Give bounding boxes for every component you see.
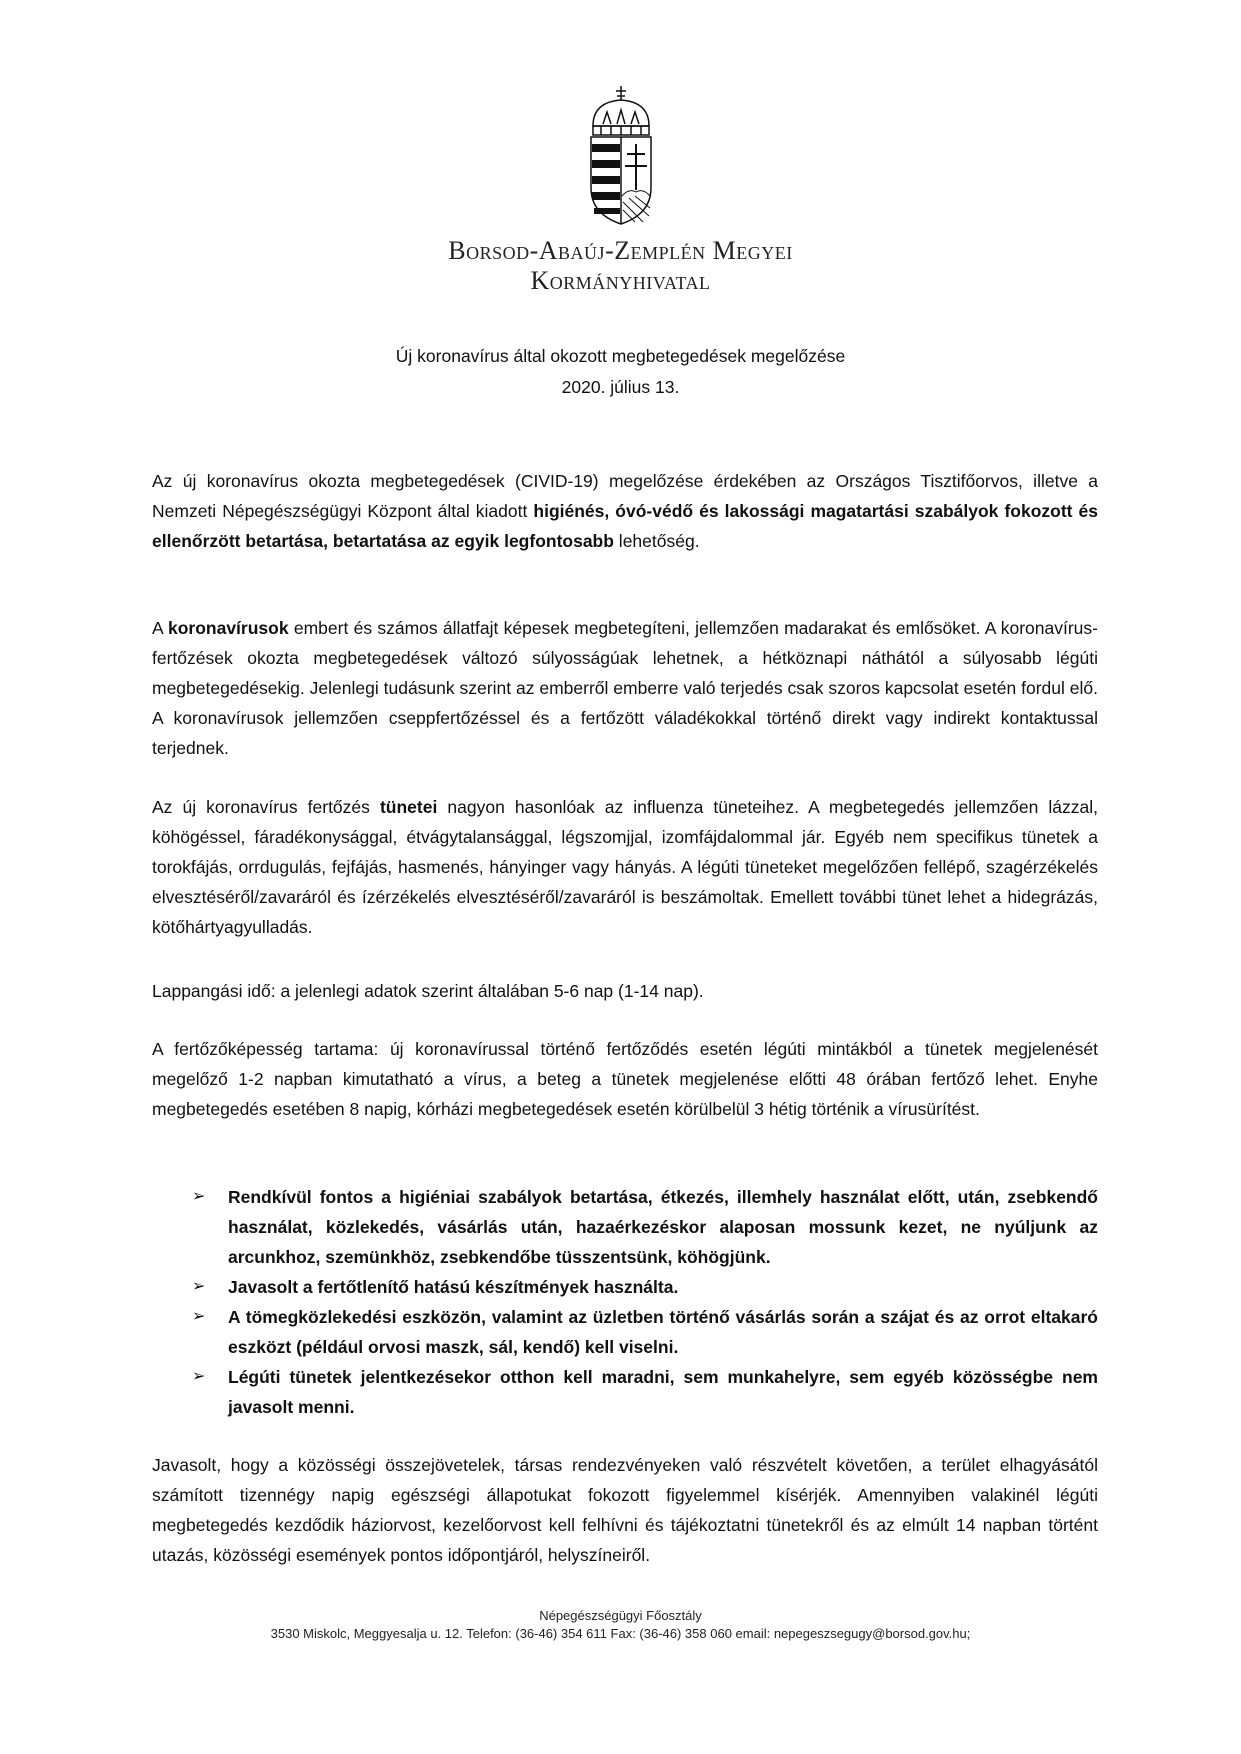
list-item <box>192 1302 1098 1362</box>
bold-text-run: higiénés, óvó-védő és lakossági magatartási szabályok fokozott és ellenőrzött betartása, betartatása az egyik legfontosabb <box>152 501 1098 551</box>
document-date: 2020. július 13. <box>561 377 680 397</box>
arrowhead-bullet-icon: ➢ <box>192 1368 206 1385</box>
paragraph-infectiousness <box>152 1034 1098 1124</box>
bold-text-run: koronavírusok <box>167 618 289 638</box>
paragraph-intro <box>152 466 1098 556</box>
org-name-line2: Kormányhivatal <box>530 266 711 295</box>
list-item <box>192 1272 1098 1302</box>
text-run: embert és számos állatfajt képesek megbetegíteni, jellemzően madarakat és emlősöket. A koronavírus-fertőzések okozta megbetegedések változó súlyosságúak lehetnek, a hétköznapi náthától a súlyosabb légúti megbetegedésekig. Jelenlegi tudásunk szerint az emberről emberre való terjedés csak szoros kapcsolat esetén fordul elő. A koronavírusok jellemzően cseppfertőzéssel és a fertőzött váladékokkal történő direkt vagy indirekt kontaktussal terjednek. <box>152 618 1098 758</box>
list-item-text: Légúti tünetek jelentkezésekor otthon kell maradni, sem munkahelyre, sem egyéb közösségbe nem javasolt menni. <box>228 1367 1098 1417</box>
arrowhead-bullet-icon: ➢ <box>192 1308 206 1325</box>
text-run: A fertőzőképesség tartama: új koronavírussal történő fertőződés esetén légúti mintákból a tünetek megjelenését megelőző 1-2 napban kimutatható a vírus, a beteg a tünetek megjelenése előtti 48 órában fertőző lehet. Enyhe megbetegedés esetében 8 napig, kórházi megbetegedések esetén körülbelül 3 hétig történik a vírusürítést. <box>152 1039 1098 1119</box>
text-run: Az új koronavírus fertőzés <box>152 797 380 817</box>
bold-text-run: tünetei <box>379 797 438 817</box>
paragraph-incubation <box>152 976 1098 1006</box>
org-name-line1: Borsod-Abaúj-Zemplén Megyei <box>448 236 793 265</box>
list-item-text: Javasolt a fertőtlenítő hatású készítmények használta. <box>228 1277 679 1297</box>
list-item-text: A tömegközlekedési eszközön, valamint az üzletben történő vásárlás során a szájat és az orrot eltakaró eszközt (például orvosi maszk, sál, kendő) kell viselni. <box>228 1307 1098 1357</box>
text-run: lehetőség. <box>613 531 700 551</box>
text-run: nagyon hasonlóak az influenza tüneteihez. A megbetegedés jellemzően lázzal, köhögéssel, fáradékonysággal, étvágytalansággal, légszomjjal, izomfájdalommal jár. Egyéb nem specifikus tünetek a torokfájás, orrdugulás, fejfájás, hasmenés, hányinger vagy hányás. A légúti tüneteket megelőzően fellépő, szagérzékelés elvesztéséről/zavaráról és ízérzékelés elvesztéséről/zavaráról is beszámoltak. Emellett további tünet lehet a hidegrázás, kötőhártyagyulladás. <box>152 797 1098 937</box>
text-run: Lappangási idő: a jelenlegi adatok szerint általában 5-6 nap (1-14 nap). <box>152 981 704 1001</box>
paragraph-recommendation <box>152 1450 1098 1570</box>
document-title: Új koronavírus által okozott megbetegedések megelőzése <box>395 346 846 366</box>
paragraph-coronaviruses <box>152 613 1098 763</box>
footer-department: Népegészségügyi Főosztály <box>539 1608 702 1623</box>
hungarian-coat-of-arms-icon <box>583 84 659 226</box>
list-item-text: Rendkívül fontos a higiéniai szabályok betartása, étkezés, illemhely használat előtt, után, zsebkendő használat, közlekedés, vásárlás után, hazaérkezéskor alaposan mossunk kezet, ne nyúljunk az arcunkhoz, szemünkhöz, zsebkendőbe tüsszentsünk, köhögjünk. <box>228 1187 1098 1267</box>
footer-contact: 3530 Miskolc, Meggyesalja u. 12. Telefon: (36-46) 354 611 Fax: (36-46) 358 060 email: nepegeszsegugy@borsod.gov.hu; <box>270 1626 971 1641</box>
rules-list <box>192 1182 1098 1422</box>
text-run: Javasolt, hogy a közösségi összejövetelek, társas rendezvényeken való részvételt követően, a terület elhagyásától számított tizennégy napig egészségi állapotukat fokozott figyelemmel kísérjék. Amennyiben valakinél légúti megbetegedés kezdődik háziorvost, kezelőorvost kell felhívni és tájékoztatni tünetekről és az elmúlt 14 napban történt utazás, közösségi események pontos időpontjáról, helyszíneiről. <box>152 1455 1098 1565</box>
text-run: Az új koronavírus okozta megbetegedések (CIVID-19) megelőzése érdekében az Országos Tisztifőorvos, illetve a Nemzeti Népegészségügyi Központ által kiadott <box>152 471 1098 521</box>
list-item <box>192 1362 1098 1422</box>
arrowhead-bullet-icon: ➢ <box>192 1278 206 1295</box>
text-run: A <box>152 618 168 638</box>
list-item <box>192 1182 1098 1272</box>
paragraph-symptoms <box>152 792 1098 942</box>
arrowhead-bullet-icon: ➢ <box>192 1188 206 1205</box>
